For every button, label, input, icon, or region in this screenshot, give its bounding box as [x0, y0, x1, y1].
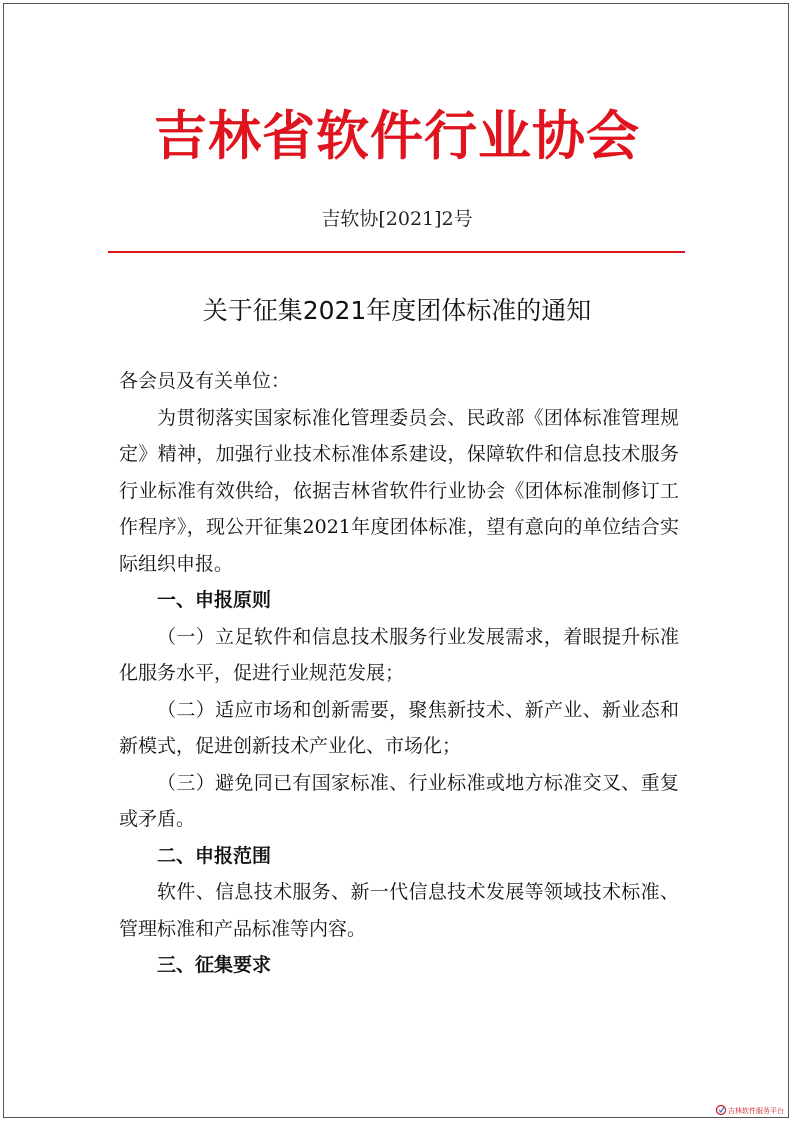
- section-heading-principles: 一、申报原则: [157, 589, 272, 611]
- intro-paragraph: 为贯彻落实国家标准化管理委员会、民政部《团体标准管理规定》精神，加强行业技术标准体系建设，保障软件和信息技术服务行业标准有效供给，依据吉林省软件行业协会《团体标准制修订工作程序》，现公开征集2021年度团体标准，望有意向的单位结合实际组织申报。: [119, 406, 679, 575]
- section-heading-requirements: 三、征集要求: [157, 954, 272, 976]
- principle-item-3: （三）避免同已有国家标准、行业标准或地方标准交叉、重复或矛盾。: [119, 771, 679, 830]
- section-heading-scope: 二、申报范围: [157, 844, 272, 867]
- principle-item-1: （一）立足软件和信息技术服务行业发展需求，着眼提升标准化服务水平，促进行业规范发展；: [119, 625, 679, 684]
- notice-body: [119, 363, 679, 984]
- salutation: 各会员及有关单位：: [119, 370, 291, 392]
- watermark-logo: [716, 1103, 784, 1117]
- document-number: 吉软协[2021]2号: [321, 208, 473, 230]
- watermark-text: 吉林软件服务平台: [728, 1107, 784, 1115]
- notice-title: 关于征集2021年度团体标准的通知: [202, 296, 592, 325]
- principle-item-2: （二）适应市场和创新需要，聚焦新技术、新产业、新业态和新模式，促进创新技术产业化、市场化；: [119, 698, 679, 757]
- org-title: 吉林省软件行业协会: [154, 106, 640, 167]
- scope-paragraph: 软件、信息技术服务、新一代信息技术发展等领域技术标准、管理标准和产品标准等内容。: [119, 881, 679, 940]
- red-divider: [108, 251, 685, 253]
